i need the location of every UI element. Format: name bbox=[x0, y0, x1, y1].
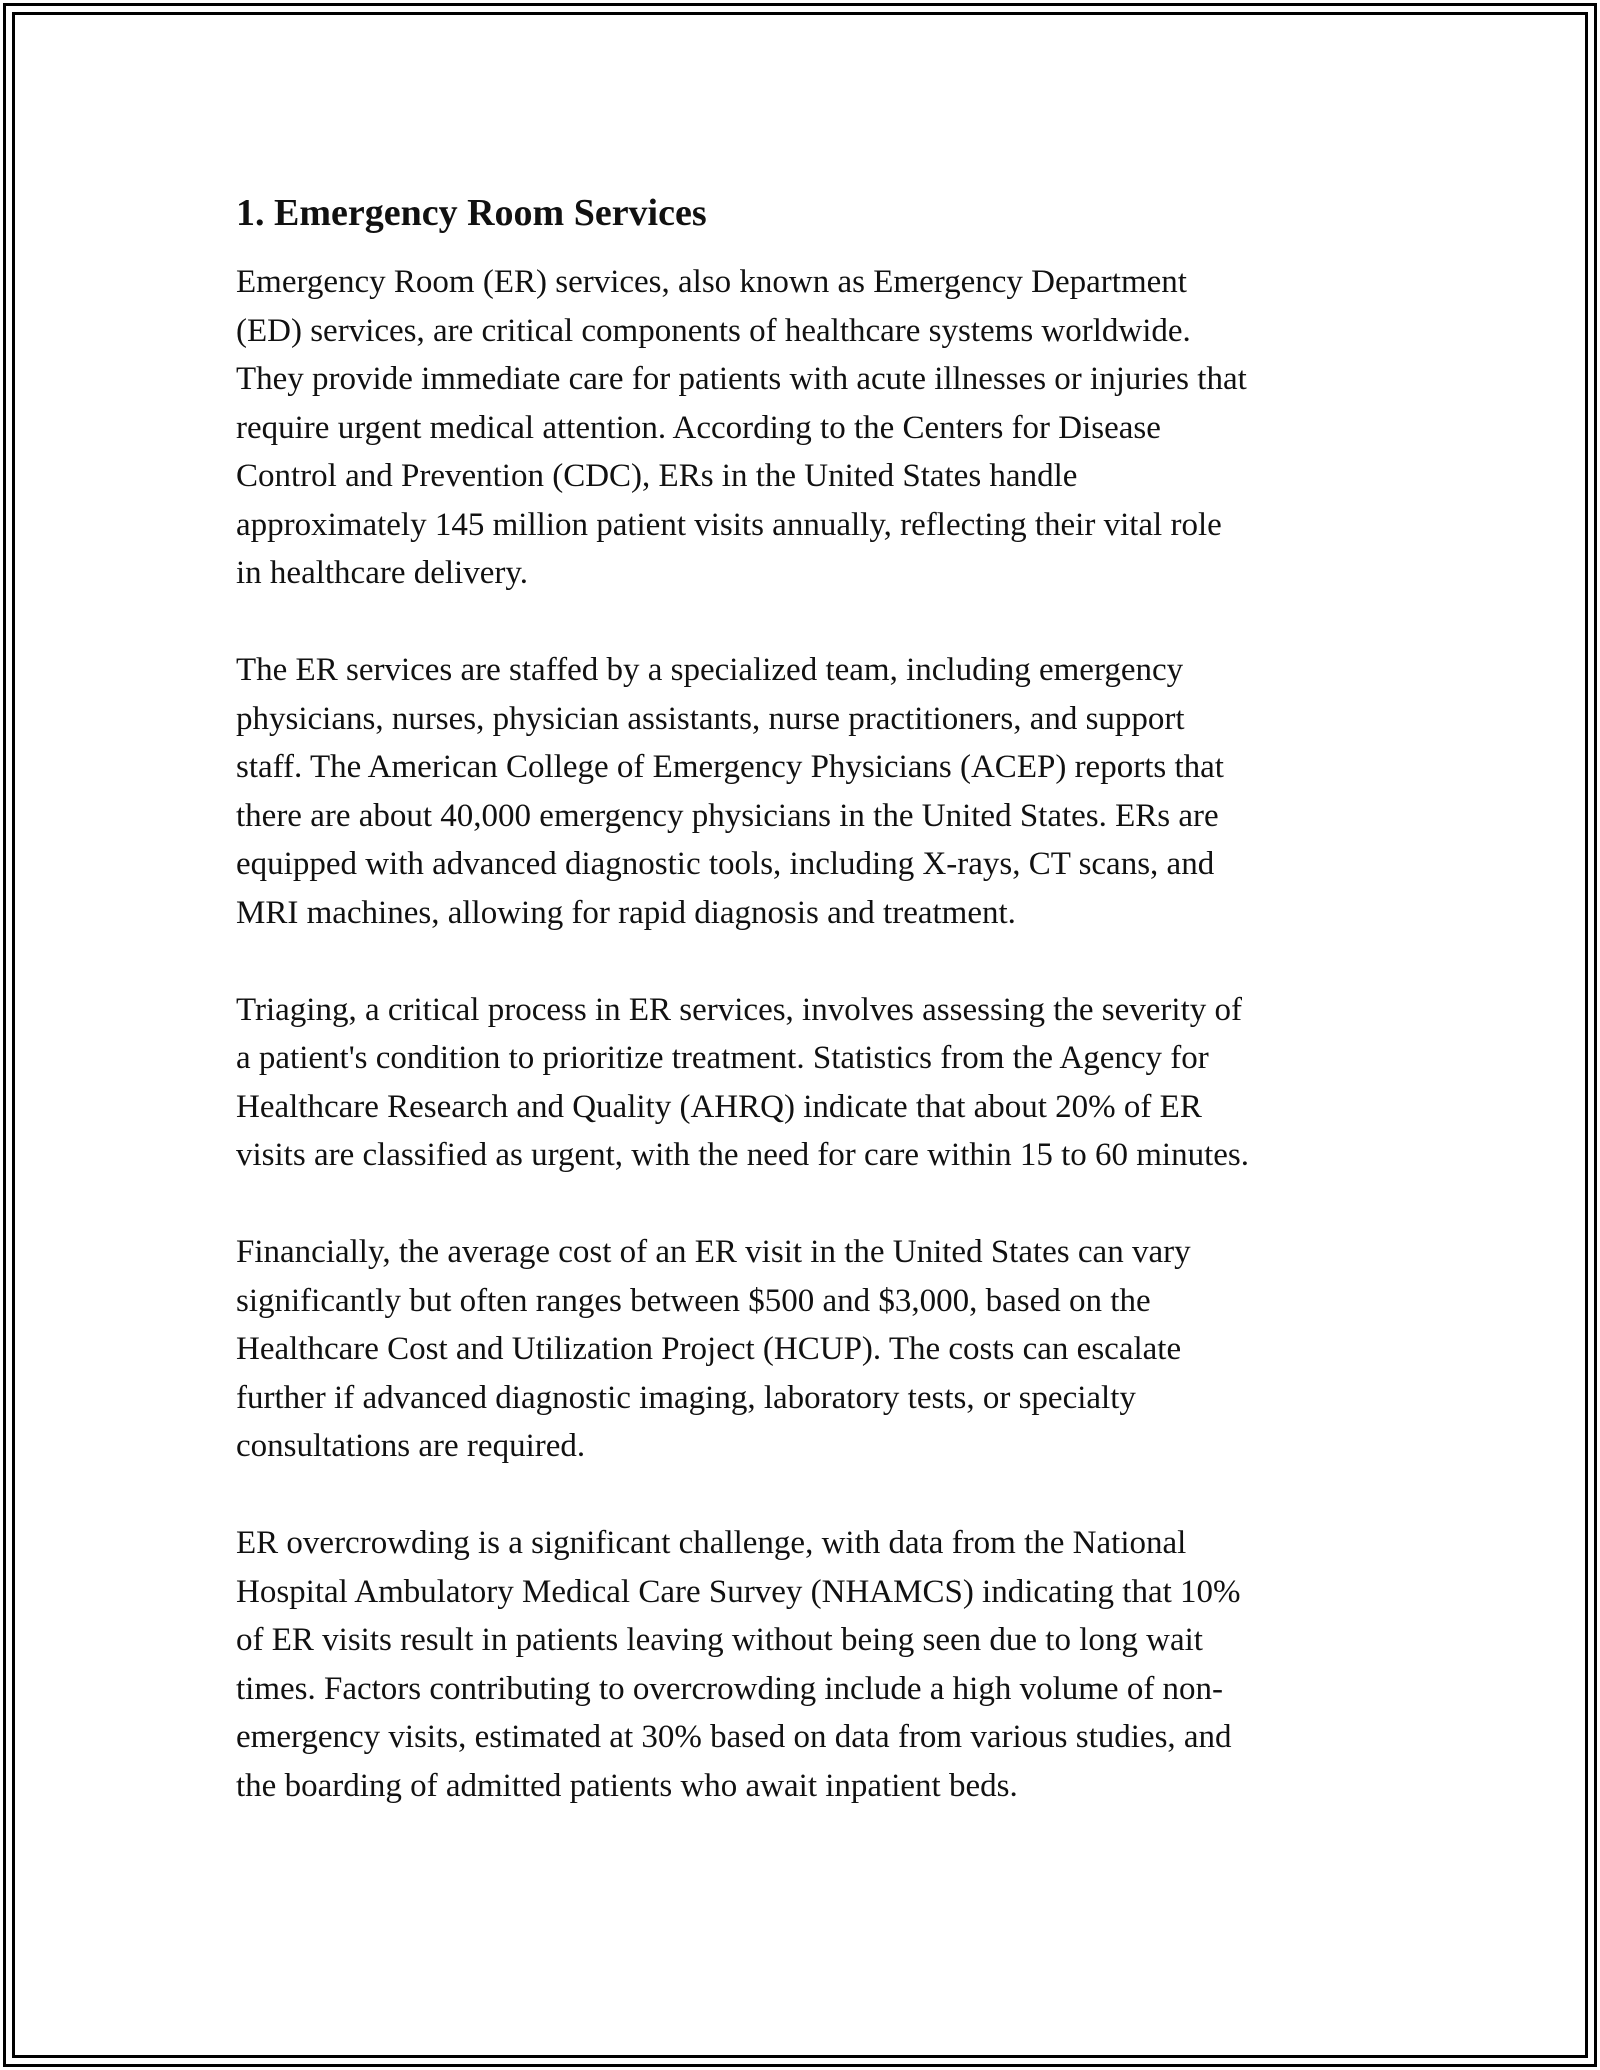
section-title: 1. Emergency Room Services bbox=[236, 192, 707, 234]
text-line: Triaging, a critical process in ER services, involves assessing the severity of bbox=[236, 991, 1242, 1028]
text-line: They provide immediate care for patients with acute illnesses or injuries that bbox=[236, 361, 1247, 397]
text-line: of ER visits result in patients leaving without being seen due to long wait bbox=[236, 1622, 1203, 1658]
paragraph-triage bbox=[236, 986, 1366, 1180]
paragraph-er-staffing bbox=[236, 646, 1366, 937]
document-body bbox=[236, 188, 1366, 1859]
text-line: approximately 145 million patient visits annually, reflecting their vital role bbox=[236, 506, 1222, 543]
text-line: Emergency Room (ER) services, also known as Emergency Department bbox=[236, 264, 1187, 300]
text-line: further if advanced diagnostic imaging, laboratory tests, or specialty bbox=[236, 1379, 1136, 1416]
text-line: the boarding of admitted patients who await inpatient beds. bbox=[236, 1767, 1018, 1804]
paragraph-costs bbox=[236, 1228, 1366, 1471]
text-line: (ED) services, are critical components of healthcare systems worldwide. bbox=[236, 312, 1191, 349]
text-line: equipped with advanced diagnostic tools, including X-rays, CT scans, and bbox=[236, 846, 1215, 882]
text-line: Hospital Ambulatory Medical Care Survey (NHAMCS) indicating that 10% bbox=[236, 1573, 1241, 1610]
paragraph-er-overview bbox=[236, 258, 1366, 598]
text-line: in healthcare delivery. bbox=[236, 555, 528, 591]
text-line: significantly but often ranges between $500 and $3,000, based on the bbox=[236, 1282, 1151, 1319]
text-line: a patient's condition to prioritize treatment. Statistics from the Agency for bbox=[236, 1040, 1209, 1076]
text-line: times. Factors contributing to overcrowding include a high volume of non- bbox=[236, 1670, 1224, 1707]
text-line: ER overcrowding is a significant challenge, with data from the National bbox=[236, 1525, 1187, 1561]
text-line: Healthcare Research and Quality (AHRQ) indicate that about 20% of ER bbox=[236, 1088, 1202, 1125]
text-line: Financially, the average cost of an ER visit in the United States can vary bbox=[236, 1234, 1191, 1270]
text-line: staff. The American College of Emergency Physicians (ACEP) reports that bbox=[236, 749, 1224, 785]
text-line: require urgent medical attention. According to the Centers for Disease bbox=[236, 409, 1161, 446]
text-line: Control and Prevention (CDC), ERs in the United States handle bbox=[236, 458, 1078, 494]
text-line: consultations are required. bbox=[236, 1428, 586, 1464]
text-line: Healthcare Cost and Utilization Project (HCUP). The costs can escalate bbox=[236, 1331, 1182, 1367]
text-line: physicians, nurses, physician assistants, nurse practitioners, and support bbox=[236, 700, 1185, 737]
text-line: visits are classified as urgent, with the need for care within 15 to 60 minutes. bbox=[236, 1137, 1249, 1173]
paragraph-overcrowding bbox=[236, 1519, 1366, 1810]
text-line: The ER services are staffed by a specialized team, including emergency bbox=[236, 652, 1184, 688]
text-line: there are about 40,000 emergency physicians in the United States. ERs are bbox=[236, 797, 1219, 834]
text-line: emergency visits, estimated at 30% based on data from various studies, and bbox=[236, 1719, 1232, 1755]
text-line: MRI machines, allowing for rapid diagnosis and treatment. bbox=[236, 894, 1016, 931]
